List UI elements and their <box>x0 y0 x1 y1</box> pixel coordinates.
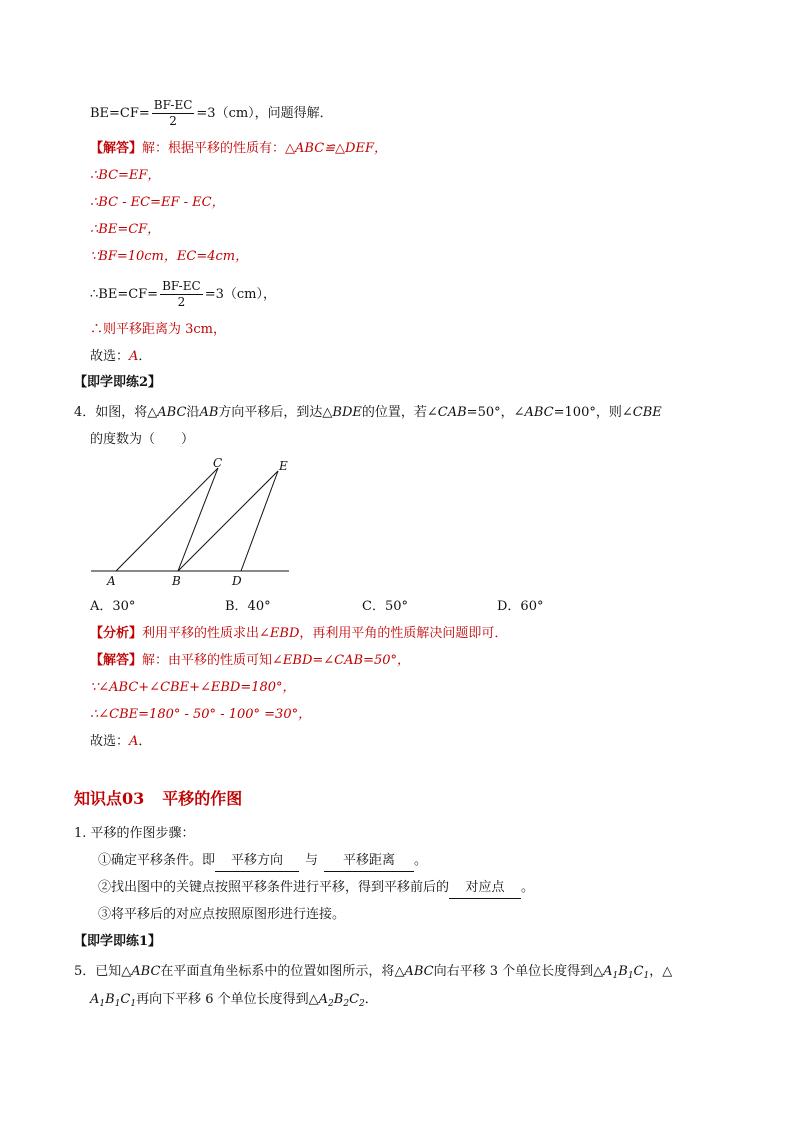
q4-answer-step-2: ∴∠CBE=180° - 50° - 100° =30°， <box>90 707 312 722</box>
answer-step-4: ∵BF=10cm，EC=4cm， <box>90 249 249 264</box>
section-heading <box>74 788 242 810</box>
analysis-line: 【分析】利用平移的性质求出∠EBD，再利用平角的性质解决问题即可． <box>90 626 508 641</box>
segment-cb <box>178 468 218 571</box>
formula-rhs: =3（cm），问题得解． <box>196 106 333 121</box>
label-b: B <box>172 574 181 588</box>
section-number: 知识点03 <box>74 789 145 808</box>
fraction: $\frac{BF-EC}{2}$ <box>162 279 201 309</box>
answer-step-1: ∴BC=EF， <box>90 168 161 183</box>
segment-ac <box>116 468 218 571</box>
q4-answer-line: 【解答】解：由平移的性质可知∠EBD=∠CAB=50°， <box>90 653 410 668</box>
translation-figure <box>86 455 296 590</box>
answer-step-6: ∴则平移距离为 3cm， <box>90 322 227 337</box>
answer-line-1: 【解答】解：根据平移的性质有：△ABC≌△DEF， <box>90 141 387 156</box>
prev-solution-line <box>90 98 333 129</box>
q4-choice: 故选：A． <box>90 734 152 749</box>
label-d: D <box>232 574 242 588</box>
fraction: $\frac{BF-EC}{2}$ <box>153 98 193 128</box>
question-4-line-1: 4．如图，将△ABC沿AB方向平移后，到达△BDE的位置，若∠CAB=50°，∠ABC=100°，则∠CBE <box>74 405 662 420</box>
label-e: E <box>279 459 288 473</box>
blank-distance: 平移距离 <box>324 851 414 872</box>
option-c: C．50° <box>362 599 408 614</box>
label-c: C <box>213 456 223 470</box>
question-5-line-1: 5．已知△ABC在平面直角坐标系中的位置如图所示，将△ABC向右平移 3 个单位长度得到$\triangle A_1B_1C_1$，△ <box>74 964 673 981</box>
steps-title: 1. 平移的作图步骤： <box>74 826 195 841</box>
practice-heading-1: 【即学即练1】 <box>74 934 162 949</box>
step-3: ③将平移后的对应点按照原图形进行连接。 <box>98 907 346 922</box>
step-1: ①确定平移条件。即 平移方向 与 平移距离 。 <box>98 851 427 872</box>
question-5-line-2: $A_1B_1C_1$再向下平移 6 个单位长度得到$\triangle A_2B_2C_2$． <box>90 992 378 1009</box>
formula-lhs: BE=CF= <box>90 106 150 121</box>
option-d: D．60° <box>497 599 544 614</box>
section-title: 平移的作图 <box>162 789 243 808</box>
segment-be <box>178 471 278 571</box>
label-a: A <box>107 574 116 588</box>
q4-answer-step-1: ∵∠ABC+∠CBE+∠EBD=180°， <box>90 680 296 695</box>
step-2: ②找出图中的关键点按照平移条件进行平移，得到平移前后的 对应点 。 <box>98 878 534 899</box>
practice-heading-2: 【即学即练2】 <box>74 375 162 390</box>
answer-step-3: ∴BE=CF， <box>90 222 161 237</box>
segment-ed <box>241 471 278 571</box>
question-4-line-2: 的度数为（ ） <box>90 432 195 447</box>
option-a: A．30° <box>90 599 136 614</box>
blank-corresponding-point: 对应点 <box>449 878 521 899</box>
blank-direction: 平移方向 <box>215 851 299 872</box>
answer-step-5: ∴BE=CF= $\frac{BF-EC}{2}$ =3（cm）， <box>90 279 276 309</box>
option-b: B．40° <box>225 599 271 614</box>
answer-tag: 【解答】 <box>90 141 143 156</box>
answer-choice: 故选：A． <box>90 349 152 364</box>
answer-step-2: ∴BC - EC=EF - EC， <box>90 195 225 210</box>
